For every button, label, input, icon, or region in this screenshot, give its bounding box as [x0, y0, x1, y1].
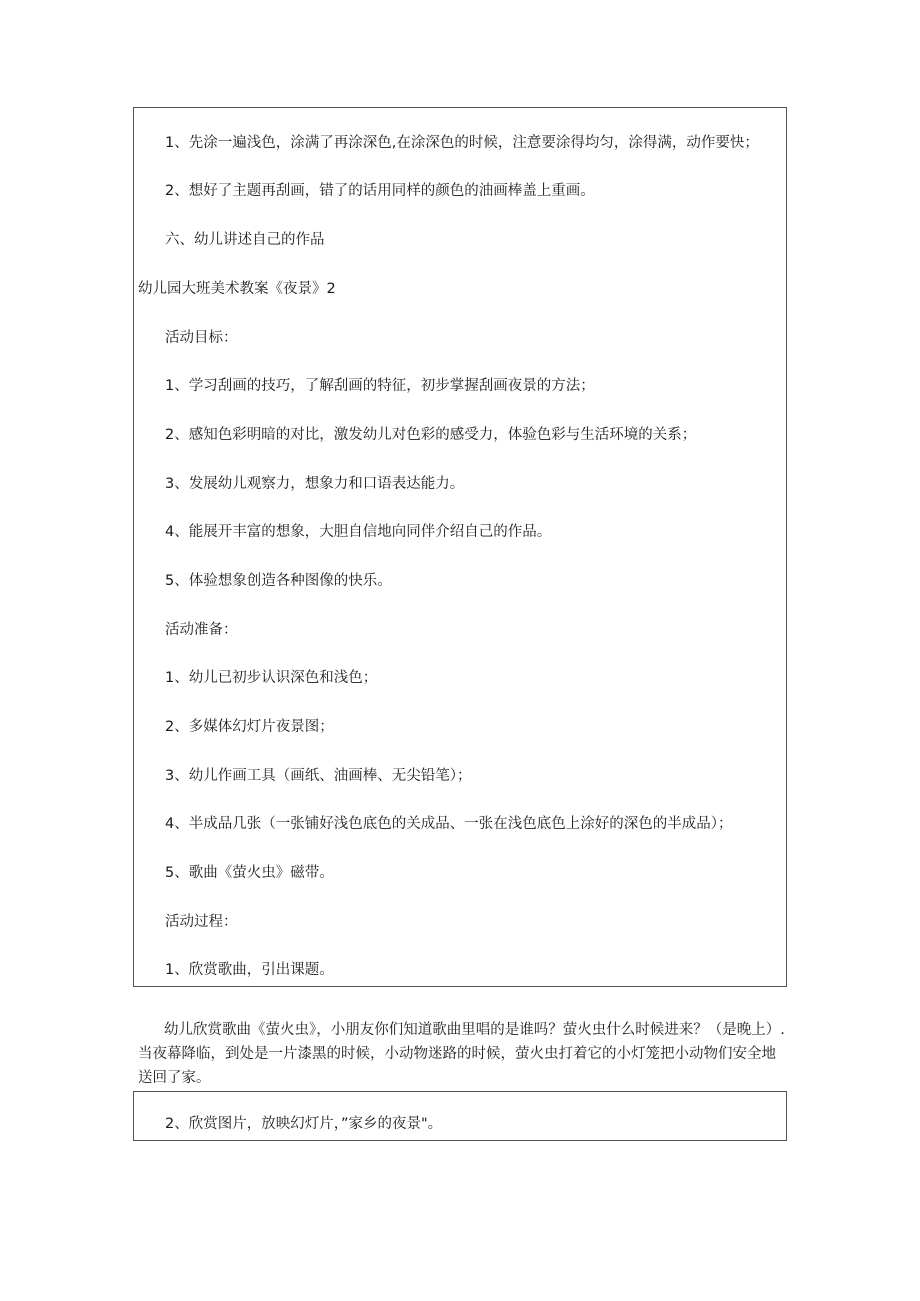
song-paragraph: 幼儿欣赏歌曲《萤火虫》，小朋友你们知道歌曲里唱的是谁吗？萤火虫什么时候进来？（是晚上）.当夜幕降临，到处是一片漆黑的时候，小动物迷路的时候，萤火虫打着它的小灯笼把小动物们安全地送回了家。 [138, 1022, 785, 1086]
step-2-line: 2、想好了主题再刮画，错了的话用同样的颜色的油画棒盖上重画。 [165, 183, 595, 199]
goal-item-5: 5、体验想象创造各种图像的快乐。 [165, 573, 392, 589]
goal-item-1: 1、学习刮画的技巧，了解刮画的特征，初步掌握刮画夜景的方法； [165, 378, 595, 394]
step-1-line: 1、先涂一遍浅色，涂满了再涂深色,在涂深色的时候，注意要涂得均匀，涂得满，动作要快； [165, 135, 759, 151]
lesson-title: 幼儿园大班美术教案《夜景》2 [138, 281, 336, 297]
goal-item-4: 4、能展开丰富的想象，大胆自信地向同伴介绍自己的作品。 [165, 524, 552, 540]
goal-item-3: 3、发展幼儿观察力，想象力和口语表达能力。 [165, 476, 465, 492]
section-six-heading: 六、幼儿讲述自己的作品 [165, 232, 325, 248]
prep-item-5: 5、歌曲《萤火虫》磁带。 [165, 865, 334, 881]
preparation-heading: 活动准备： [165, 622, 238, 638]
process-step-1: 1、欣赏歌曲，引出课题。 [165, 962, 334, 978]
prep-item-3: 3、幼儿作画工具（画纸、油画棒、无尖铅笔）； [165, 768, 472, 784]
prep-item-1: 1、幼儿已初步认识深色和浅色； [165, 670, 378, 686]
prep-item-4: 4、半成品几张（一张铺好浅色底色的关成品、一张在浅色底色上涂好的深色的半成品）； [165, 816, 733, 832]
prep-item-2: 2、多媒体幻灯片夜景图； [165, 719, 334, 735]
goals-heading: 活动目标： [165, 330, 238, 346]
process-heading: 活动过程： [165, 914, 238, 930]
goal-item-2: 2、感知色彩明暗的对比，激发幼儿对色彩的感受力，体验色彩与生活环境的关系； [165, 427, 697, 443]
process-step-2: 2、欣赏图片，放映幻灯片，”家乡的夜景"。 [165, 1116, 443, 1132]
